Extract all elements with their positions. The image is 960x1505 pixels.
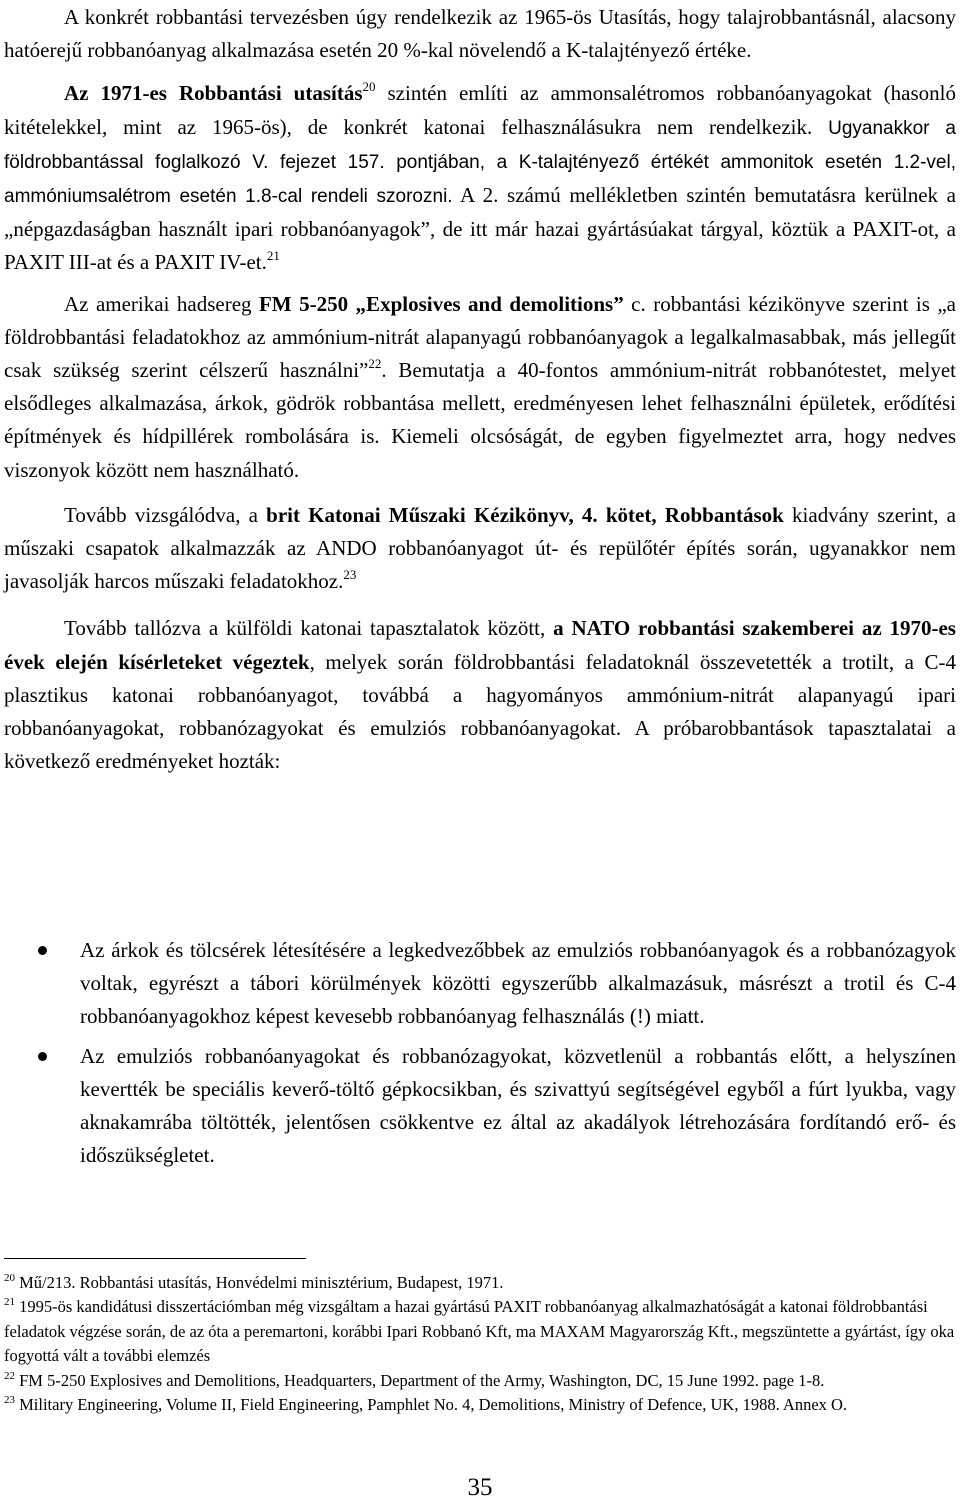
paragraph-4-text: Tovább vizsgálódva, a — [64, 502, 267, 527]
bold-phrase: Az 1971-es Robbantási utasítás — [64, 81, 363, 106]
footnote-number: 20 — [4, 1272, 15, 1284]
footnote-text: Military Engineering, Volume II, Field Engineering, Pamphlet No. 4, Demolitions, Ministry of Defence, UK, 1988. Annex O. — [15, 1395, 848, 1415]
footnote-20 — [4, 1271, 956, 1295]
bullet-icon — [38, 1052, 47, 1061]
footnote-22 — [4, 1369, 956, 1393]
list-item-text: Az emulziós robbanóanyagokat és robbanózagyokat, közvetlenül a robbantás előtt, a helyszínen kevertték be speciális keverő-töltő gépkocsikban, és szivattyú segítségével egyből a fúrt lyukba, vagy aknakamrába töltötték, jelentősen csökkentve ez által az akadályok létrehozására fordítandó erő- és időszükségletet. — [80, 1043, 956, 1168]
footnote-text: FM 5-250 Explosives and Demolitions, Headquarters, Department of the Army, Washington, DC, 15 June 1992. page 1-8. — [15, 1370, 825, 1390]
footnote-number: 21 — [4, 1296, 15, 1309]
paragraph-5-text: Tovább tallózva a külföldi katonai tapasztalatok között, — [64, 616, 554, 641]
paragraph-4 — [4, 499, 956, 599]
footnotes — [4, 1271, 956, 1417]
footnote-separator — [4, 1258, 306, 1259]
footnote-23 — [4, 1393, 956, 1417]
bold-phrase: a NATO robbantási szakemberei az 1970-es évek elején kísérleteket végeztek — [4, 616, 956, 674]
paragraph-3-text: Az amerikai hadsereg — [64, 291, 259, 316]
paragraph-5 — [4, 612, 956, 778]
bold-phrase: FM 5-250 „Explosives and demolitions” — [258, 291, 624, 316]
paragraph-2 — [4, 77, 956, 279]
paragraph-4-text-2: kiadvány szerint, a műszaki csapatok alkalmazzák az ANDO robbanóanyagot út- és repülőtér építés során, ugyanakkor nem javasolják harcos műszaki feladatokhoz. — [4, 502, 956, 594]
results-list — [0, 934, 956, 1178]
footnote-ref: 20 — [362, 79, 376, 95]
paragraph-3 — [4, 288, 956, 487]
paragraph-3-text-2: . Bemutatja a 40-fontos ammónium-nitrát robbanótestet, melyet elsődleges alkalmazása, árkok, gödrök robbantása mellett, eredményesen lehet felhasználni épületek, erődítési építmények és hídpillérek rombolására is. Kiemeli olcsóságát, de egyben figyelmeztet arra, hogy nedves viszonyok között nem használható. — [4, 358, 956, 482]
footnote-number: 23 — [4, 1394, 15, 1407]
paragraph-3-quote: c. robbantási kézikönyve szerint is „a földrobbantási feladatokhoz az ammónium-nitrát alapanyagú robbanóanyagok a legalkalmasabbak, más jellegűt csak szükség szerint célszerű használni” — [4, 291, 956, 383]
body-text — [4, 1, 956, 778]
paragraph-2-text-2: A 2. számú mellékletben szintén bemutatásra kerülnek a „népgazdaságban használt ipari robbanóanyagok”, de itt már hazai gyártásúakat tárgyal, köztük a PAXIT-ot, a PAXIT III-at és a PAXIT IV-et. — [4, 183, 956, 275]
bullet-icon — [38, 946, 47, 955]
paragraph-2-text: szintén említi az ammonsalétromos robbanóanyagokat (hasonló kitételekkel, mint az 1965-ös), de konkrét katonai felhasználásukra nem rendelkezik. — [4, 81, 956, 139]
list-item — [0, 1040, 956, 1173]
paragraph-2-sans-text: Ugyanakkor a földrobbantással foglalkozó V. fejezet 157. pontjában, a K-talajtényező értékét ammonitok esetén 1.2-vel, ammóniumsalétrom esetén 1.8-cal rendeli szorozni. — [4, 117, 956, 208]
footnote-ref: 21 — [266, 248, 280, 264]
footnote-ref: 22 — [368, 356, 382, 372]
footnote-number: 22 — [4, 1369, 15, 1382]
footnote-ref: 23 — [343, 567, 357, 583]
footnote-text: Mű/213. Robbantási utasítás, Honvédelmi minisztérium, Budapest, 1971. — [15, 1273, 504, 1292]
footnote-21 — [4, 1295, 956, 1368]
page-number: 35 — [467, 1474, 493, 1501]
list-item — [0, 934, 956, 1034]
list-item-text: Az árkok és tölcsérek létesítésére a legkedvezőbbek az emulziós robbanóanyagok és a robbanózagyok voltak, egyrészt a tábori körülmények közötti egyszerűbb alkalmazásuk, másrészt a trotil és C-4 robbanóanyagokhoz képest kevesebb robbanóanyag felhasználás (!) miatt. — [80, 938, 956, 1029]
paragraph-5-text-2: , melyek során földrobbantási feladatoknál összevetették a trotilt, a C-4 plasztikus katonai robbanóanyagot, továbbá a hagyományos ammónium-nitrát alapanyagú ipari robbanóanyagokat, robbanózagyokat és emulziós robbanóanyagokat. A próbarobbantások tapasztalatai a következő eredményeket hozták: — [4, 649, 956, 774]
paragraph-1 — [4, 1, 956, 67]
footnote-text: 1995-ös kandidátusi disszertációmban még vizsgáltam a hazai gyártású PAXIT robbanóanyag alkalmazhatóságát a katonai földrobbantási feladatok végzése során, de az óta a peremartoni, korábbi Ipari Robbanó Kft, ma MAXAM Magyarország Kft., megszüntette a gyártást, így oka fogyottá vált a további elemzés — [4, 1297, 955, 1366]
paragraph-1-text: A konkrét robbantási tervezésben úgy rendelkezik az 1965-ös Utasítás, hogy talajrobbantásnál, alacsony hatóerejű robbanóanyag alkalmazása esetén 20 %-kal növelendő a K-talajtényező értéke. — [4, 5, 956, 63]
bold-phrase: brit Katonai Műszaki Kézikönyv, 4. kötet, Robbantások — [266, 502, 784, 527]
